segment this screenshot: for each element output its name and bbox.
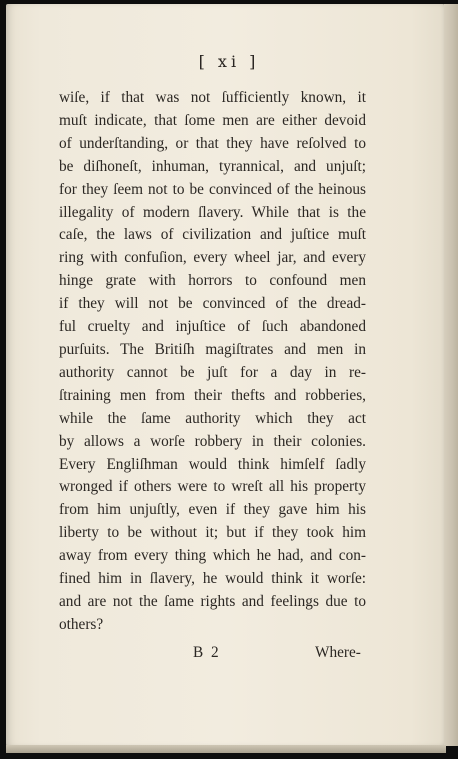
text-line: ful cruelty and injuſtice of ſuch abandoned bbox=[59, 318, 366, 336]
text-line: Every Engliſhman would think himſelf ſadly bbox=[59, 455, 366, 473]
text-line: hinge grate with horrors to confound men bbox=[59, 272, 366, 290]
text-line: ſtraining men from their thefts and robberies, bbox=[59, 386, 366, 404]
body-text bbox=[59, 87, 366, 637]
page-number: [ xi ] bbox=[198, 52, 260, 71]
text-line: wiſe, if that was not ſufficiently known, it bbox=[59, 89, 366, 106]
text-line: from him unjuſtly, even if they gave him his bbox=[59, 501, 366, 519]
catchword: Where- bbox=[315, 644, 361, 661]
text-line: purſuits. The Britiſh magiſtrates and men in bbox=[59, 340, 366, 358]
page-bottom-edge bbox=[6, 745, 446, 753]
text-line: be diſhoneſt, inhuman, tyrannical, and unjuſt; bbox=[59, 157, 366, 175]
text-line: if they will not be convinced of the dread- bbox=[59, 295, 366, 313]
text-line: while the ſame authority which they act bbox=[59, 409, 366, 427]
text-line: illegality of modern ſlavery. While that is the bbox=[59, 203, 366, 221]
text-line: fined him in ſlavery, he would think it worſe: bbox=[59, 570, 366, 588]
page-edge bbox=[444, 4, 458, 746]
text-line: liberty to be without it; but if they took him bbox=[59, 524, 366, 542]
text-line: ring with confuſion, every wheel jar, and every bbox=[59, 249, 366, 267]
text-line: others? bbox=[59, 615, 104, 633]
text-line: authority cannot be juſt for a day in re- bbox=[59, 363, 366, 381]
text-line: caſe, the laws of civilization and juſtice muſt bbox=[59, 226, 366, 244]
text-line: for they ſeem not to be convinced of the heinous bbox=[59, 180, 366, 198]
text-line: muſt indicate, that ſome men are either devoid bbox=[59, 111, 366, 129]
text-line: wronged if others were to wreſt all his property bbox=[59, 478, 366, 496]
text-line: by allows a worſe robbery in their colonies. bbox=[59, 432, 366, 450]
text-line: of underſtanding, or that they have reſolved to bbox=[59, 134, 366, 152]
text-line: away from every thing which he had, and con- bbox=[59, 547, 366, 565]
text-line: and are not the ſame rights and feelings due to bbox=[59, 592, 366, 610]
signature-mark: B 2 bbox=[193, 644, 221, 661]
